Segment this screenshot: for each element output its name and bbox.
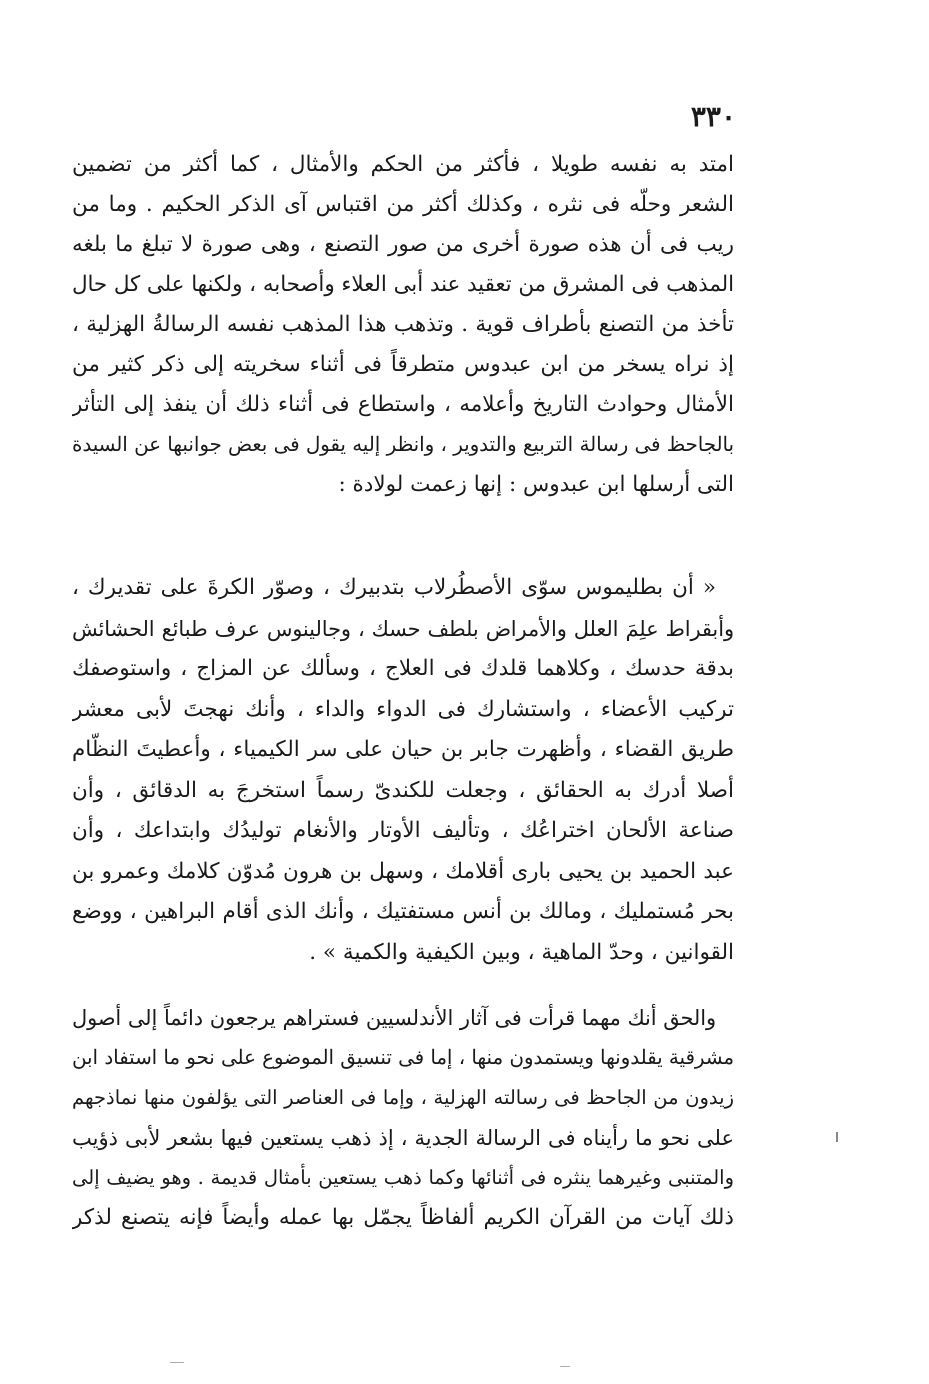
quote-line: وأبقراط علِمَ العلل والأمراض بلطف حسك ، وجالينوس عرف طبائع الحشائش [72,616,734,641]
quote-line: بحر مُستمليك ، ومالك بن أنس مستفتيك ، وأنك الذى أقام البراهين ، ووضع [72,899,734,924]
text-line: إذ نراه يسخر من ابن عبدوس متطرقاً فى أثناء سخريته إلى ذكر كثير من [72,352,734,377]
quote-line: بدقة حدسك ، وكلاهما قلدك فى العلاج ، وسألك عن المزاج ، واستوصفك [72,656,734,681]
quote-line: القوانين ، وحدّ الماهية ، وبين الكيفية والكمية » . [309,939,734,965]
text-line: والحق أنك مهما قرأت فى آثار الأندلسيين فستراهم يرجعون دائماً إلى أصول [72,1006,716,1030]
page-number: ٣٣٠ [690,100,736,133]
text-line: الأمثال وحوادث التاريخ وأعلامه ، واستطاع فى أثناء ذلك أن ينفذ إلى التأثر [72,392,734,417]
text-line: زيدون من الجاحظ فى رسالته الهزلية ، وإما فى العناصر التى يؤلفون منها نماذجهم [72,1086,734,1109]
text-line: ذلك آيات من القرآن الكريم ألفاظاً يجمّل بها عمله وأيضاً فإنه يتصنع لذكر [72,1205,734,1230]
margin-mark [836,1132,838,1142]
scan-speck [560,1366,570,1367]
text-line: والمتنبى وغيرهما ينثره فى أثنائها وكما ذهب يستعين بأمثال قديمة . وهو يضيف إلى [72,1166,734,1189]
quoted-passage [72,568,734,973]
paragraph-1 [72,145,734,505]
text-line: الشعر وحلّه فى نثره ، وكذلك أكثر من اقتباس آى الذكر الحكيم . وما من [72,192,734,217]
text-line: تأخذ من التصنع بأطراف قوية . وتذهب هذا المذهب نفسه الرسالةُ الهزلية ، [72,312,734,337]
quote-line: أصلا أدرك به الحقائق ، وجعلت للكندىّ رسماً استخرجَ به الدقائق ، وأن [72,777,734,803]
paragraph-2 [72,998,734,1238]
text-line: التى أرسلها ابن عبدوس : إنها زعمت لولادة : [338,472,734,497]
quote-line: عبد الحميد بن يحيى بارى أقلامك ، وسهل بن هرون مُدوّن كلامك وعمرو بن [72,858,734,884]
quote-line: صناعة الألحان اختراعُك ، وتأليف الأوتار والأنغام توليدُك وابتداعك ، وأن [72,818,734,843]
text-line: المذهب فى المشرق من تعقيد عند أبى العلاء وأصحابه ، ولكنها على كل حال [72,272,734,297]
text-line: امتد به نفسه طويلا ، فأكثر من الحكم والأمثال ، كما أكثر من تضمين [72,152,734,177]
quote-line: تركيب الأعضاء ، واستشارك فى الدواء والداء ، وأنك نهجتَ لأبى معشر [72,696,734,722]
text-line: على نحو ما رأيناه فى الرسالة الجدية ، إذ ذهب يستعين فيها بشعر لأبى ذؤيب [72,1126,734,1150]
text-line: بالجاحظ فى رسالة التربيع والتدوير ، وانظر إليه يقول فى بعض جوانبها عن السيدة [72,433,734,456]
quote-line: طريق القضاء ، وأظهرت جابر بن حيان على سر الكيمياء ، وأعطيتَ النظّام [72,737,734,762]
text-line: ريب فى أن هذه صورة أخرى من صور التصنع ، وهى صورة لا تبلغ ما بلغه [72,232,734,257]
scan-speck [170,1362,184,1363]
text-line: مشرقية يقلدونها ويستمدون منها ، إما فى تنسيق الموضوع على نحو ما استفاد ابن [72,1046,734,1069]
quote-line: « أن بطليموس سوّى الأصطُرلاب بتدبيرك ، وصوّر الكرةَ على تقديرك ، [72,575,716,600]
